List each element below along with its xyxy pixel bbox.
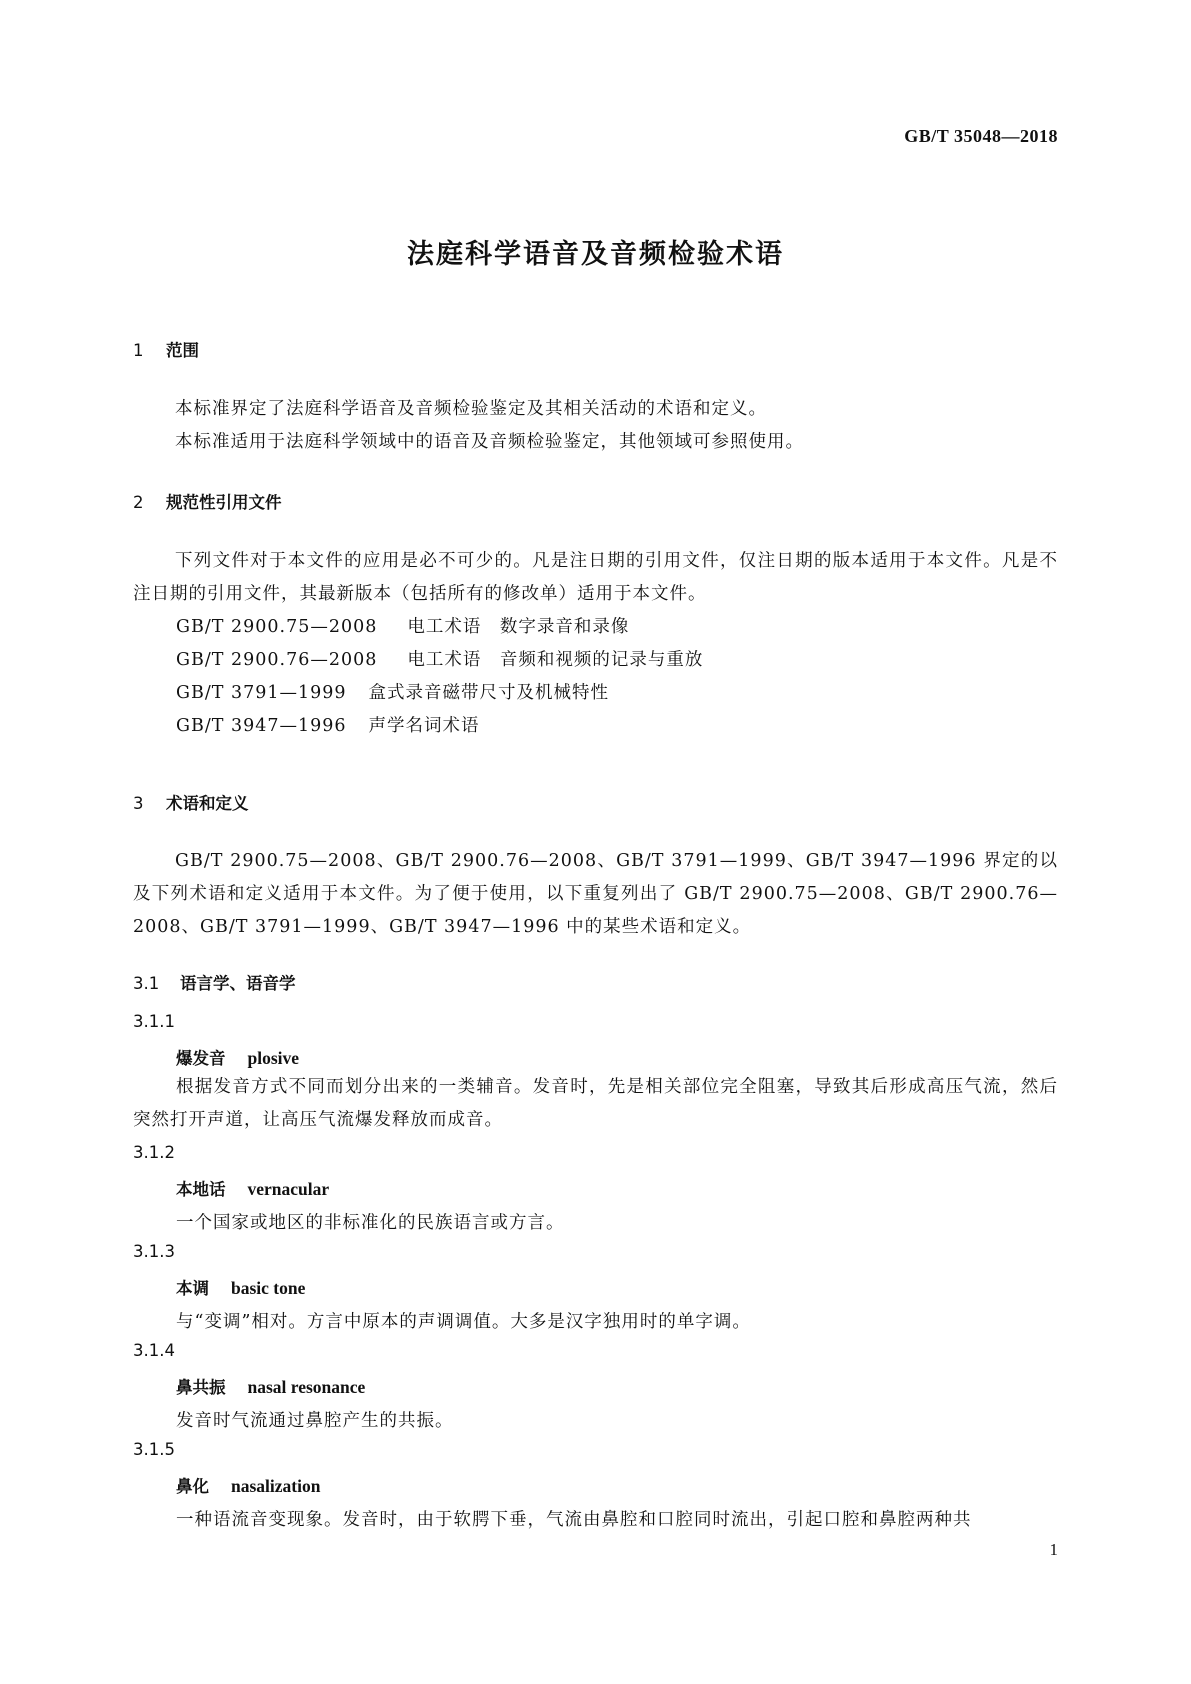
term-zh: 鼻共振 (176, 1378, 226, 1397)
term-number: 3.1.4 (133, 1341, 175, 1360)
term-zh: 本地话 (176, 1180, 226, 1199)
reference-item (176, 644, 703, 677)
section-2-intro: 下列文件对于本文件的应用是必不可少的。凡是注日期的引用文件，仅注日期的版本适用于本文件。凡是不注日期的引用文件，其最新版本（包括所有的修改单）适用于本文件。 (133, 551, 1058, 604)
term-zh: 爆发音 (176, 1049, 226, 1068)
reference-code: GB/T 2900.75—2008 (176, 617, 378, 637)
section-number: 1 (133, 341, 144, 360)
section-number: 2 (133, 493, 144, 512)
reference-name: 电工术语 数字录音和录像 (407, 617, 630, 637)
term-definition: 一种语流音变现象。发音时，由于软腭下垂，气流由鼻腔和口腔同时流出，引起口腔和鼻腔两种共 (176, 1510, 972, 1530)
term-heading (176, 1275, 305, 1299)
reference-name: 声学名词术语 (368, 716, 480, 736)
term-definition: 一个国家或地区的非标准化的民族语言或方言。 (176, 1213, 565, 1233)
reference-code: GB/T 3947—1996 (176, 716, 347, 736)
section-title: 范围 (166, 341, 199, 360)
term-en: nasalization (231, 1476, 321, 1496)
section-1-paragraph-2: 本标准适用于法庭科学领域中的语音及音频检验鉴定，其他领域可参照使用。 (175, 432, 804, 452)
reference-code: GB/T 3791—1999 (176, 683, 347, 703)
term-en: vernacular (247, 1179, 330, 1199)
section-title: 术语和定义 (166, 794, 249, 813)
reference-item (176, 611, 629, 644)
reference-code: GB/T 2900.76—2008 (176, 650, 378, 670)
reference-name: 电工术语 音频和视频的记录与重放 (407, 650, 704, 670)
section-3-intro: GB/T 2900.75—2008、GB/T 2900.76—2008、GB/T 3791—1999、GB/T 3947—1996 界定的以及下列术语和定义适用于本文件。为了便于使用，以下重复列出了 GB/T 2900.75—2008、GB/T 2900.76—2008、GB/T 3791—1999、GB/T 3947—1996 中的某些术语和定义。 (133, 851, 1058, 937)
term-zh: 本调 (176, 1279, 209, 1298)
term-number: 3.1.1 (133, 1012, 175, 1031)
reference-item (176, 677, 609, 710)
term-number: 3.1.2 (133, 1143, 175, 1162)
reference-item (176, 710, 480, 743)
term-en: nasal resonance (247, 1377, 366, 1397)
subsection-title: 语言学、语音学 (180, 974, 296, 993)
section-1-heading (133, 337, 199, 361)
term-en: basic tone (231, 1278, 306, 1298)
term-definition: 发音时气流通过鼻腔产生的共振。 (176, 1411, 454, 1431)
section-3-heading (133, 790, 249, 814)
term-heading (176, 1374, 365, 1398)
page-number: 1 (1049, 1540, 1058, 1559)
term-heading (176, 1473, 320, 1497)
subsection-3-1-heading (133, 970, 296, 994)
reference-name: 盒式录音磁带尺寸及机械特性 (368, 683, 610, 703)
term-en: plosive (247, 1048, 300, 1068)
term-number: 3.1.3 (133, 1242, 175, 1261)
term-heading (176, 1045, 299, 1069)
section-number: 3 (133, 794, 144, 813)
section-2-heading (133, 489, 282, 513)
term-heading (176, 1176, 329, 1200)
subsection-number: 3.1 (133, 974, 160, 993)
term-definition: 与“变调”相对。方言中原本的声调调值。大多是汉字独用时的单字调。 (176, 1312, 751, 1332)
term-number: 3.1.5 (133, 1440, 175, 1459)
standard-code: GB/T 35048—2018 (904, 126, 1058, 146)
term-zh: 鼻化 (176, 1477, 209, 1496)
section-1-paragraph-1: 本标准界定了法庭科学语音及音频检验鉴定及其相关活动的术语和定义。 (175, 399, 767, 419)
document-title: 法庭科学语音及音频检验术语 (407, 239, 784, 270)
term-definition: 根据发音方式不同而划分出来的一类辅音。发音时，先是相关部位完全阻塞，导致其后形成高压气流，然后突然打开声道，让高压气流爆发释放而成音。 (133, 1077, 1058, 1130)
section-title: 规范性引用文件 (166, 493, 282, 512)
